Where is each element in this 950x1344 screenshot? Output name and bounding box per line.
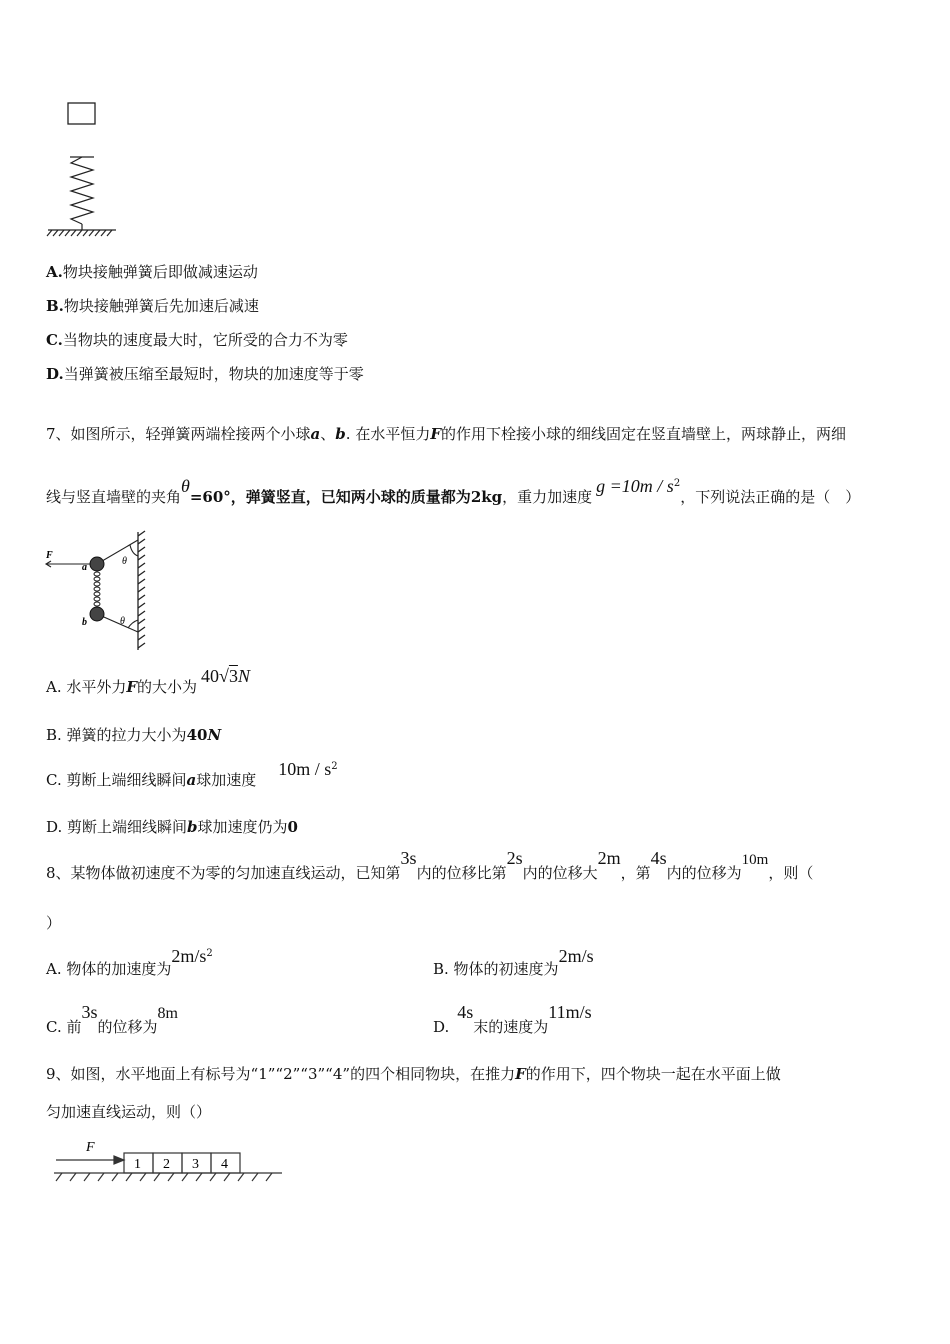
spring-block-figure <box>44 98 124 240</box>
q7-stem-line2: 线与竖直墙壁的夹角θ=60°，弹簧竖直，已知两小球的质量都为2kg，重力加速度$g =10m / s^2$，下列说法正确的是（ ） <box>46 476 861 506</box>
label-2: 2 <box>163 1157 170 1172</box>
q6-option-c: C.当物块的速度最大时，它所受的合力不为零 <box>46 331 348 349</box>
q7-option-c: C. 剪断上端细线瞬间a球加速度$10m / s^2$ <box>46 759 338 789</box>
two-ball-spring-figure <box>42 528 154 654</box>
angle-arc-bottom <box>128 620 138 628</box>
q8-option-d: D.4s末的速度为11m/s <box>433 1002 592 1036</box>
q8-stem-line2: ） <box>46 914 62 932</box>
q6-option-d: D.当弹簧被压缩至最短时，物块的加速度等于零 <box>46 365 364 383</box>
q9-stem-line2: 匀加速直线运动，则（） <box>46 1103 212 1121</box>
q6-option-a: A.物块接触弹簧后即做减速运动 <box>46 263 258 281</box>
wall <box>138 531 145 650</box>
ground <box>47 230 116 236</box>
label-a: a <box>82 562 87 573</box>
q7-option-d: D. 剪断上端细线瞬间b球加速度仍为0 <box>46 818 298 836</box>
label-1: 1 <box>134 1157 141 1172</box>
ball-a <box>90 557 104 571</box>
q7-option-b: B. 弹簧的拉力大小为40N <box>46 726 222 744</box>
q6-option-b: B.物块接触弹簧后先加速后减速 <box>46 297 259 315</box>
ball-b <box>90 607 104 621</box>
q7-option-a: A. 水平外力F的大小为40√3N <box>46 666 250 696</box>
q8-stem-line1: 8、某物体做初速度不为零的匀加速直线运动，已知第3s内的位移比第2s内的位移大2m，第4s内的位移为10m，则（ <box>46 848 814 882</box>
label-theta-top: θ <box>122 556 127 567</box>
block <box>68 103 95 124</box>
label-b: b <box>82 617 87 628</box>
spring <box>94 572 100 606</box>
force-arrowhead <box>114 1156 124 1164</box>
q8-option-a: A. 物体的加速度为$2m/s^2$ <box>46 946 213 978</box>
label-3: 3 <box>192 1157 199 1172</box>
label-theta-bottom: θ <box>120 616 125 627</box>
label-F: F <box>86 1140 95 1155</box>
q9-stem-line1: 9、如图，水平地面上有标号为“1”“2”“3”“4”的四个相同物块，在推力F的作用下，四个物块一起在水平面上做 <box>46 1065 781 1083</box>
label-F: F <box>46 550 53 561</box>
q7-stem-line1: 7、如图所示，轻弹簧两端栓接两个小球a、b. 在水平恒力F的作用下栓接小球的细线固定在竖直墙壁上，两球静止，两细 <box>46 425 847 443</box>
q8-option-b: B. 物体的初速度为2m/s <box>433 946 594 978</box>
q8-option-c: C. 前3s的位移为8m <box>46 1002 178 1036</box>
spring <box>70 157 94 230</box>
four-blocks-figure <box>50 1135 286 1185</box>
angle-arc-top <box>130 545 138 556</box>
label-4: 4 <box>221 1157 228 1172</box>
